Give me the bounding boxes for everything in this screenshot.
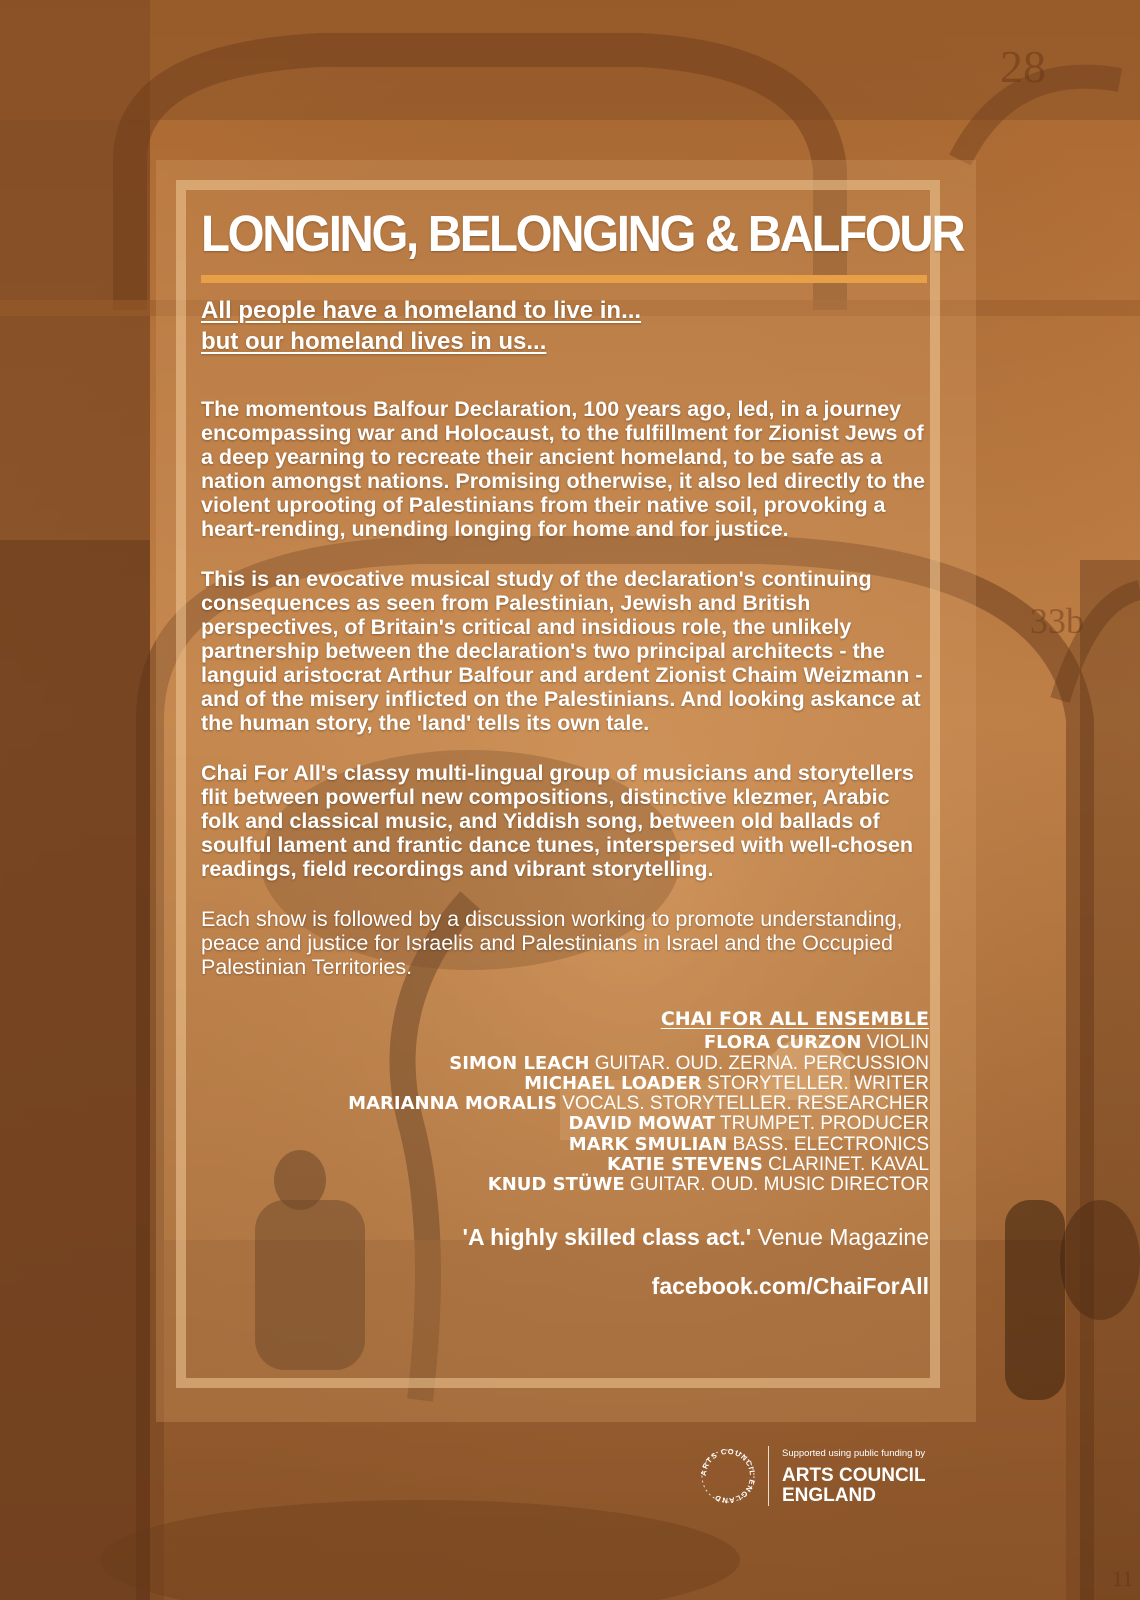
- arts-council-divider: [768, 1446, 769, 1506]
- paragraph-musical-study: This is an evocative musical study of the declaration's continuing consequences as seen from Palestinian, Jewish and British perspectives, of Britain's critical and insidious role, the unlikely partnership between the declaration's two principal architects - the languid aristocrat Arthur Balfour and ardent Zionist Chaim Weizmann - and of the misery inflicted on the Palestinians. And looking askance at the human story, the 'land' tells its own tale.: [201, 567, 923, 735]
- ensemble-list: [201, 1009, 929, 1196]
- ensemble-member: SIMON LEACH GUITAR. OUD. ZERNA. PERCUSSION: [449, 1052, 929, 1074]
- arts-council-logo: [698, 1446, 758, 1506]
- paragraph-balfour-declaration: The momentous Balfour Declaration, 100 years ago, led, in a journey encompassing war and Holocaust, to the fulfillment for Zionist Jews of a deep yearning to recreate their ancient homeland, to be safe as a nation amongst nations. Promising otherwise, it also led directly to the violent uprooting of Palestinians from their native soil, provoking a heart-rending, unending longing for home and for justice.: [201, 397, 925, 541]
- facebook-link[interactable]: facebook.com/ChaiForAll: [651, 1272, 929, 1299]
- svg-text:ARTS COUNCIL ENGLAND: ARTS COUNCIL ENGLAND: [698, 1446, 758, 1506]
- ensemble-member: KNUD STÜWE GUITAR. OUD. MUSIC DIRECTOR: [487, 1174, 929, 1196]
- ensemble-member: MARK SMULIAN BASS. ELECTRONICS: [568, 1133, 929, 1155]
- arts-council-supported-text: Supported using public funding by: [782, 1448, 926, 1459]
- photo-number-top: 28: [1000, 41, 1046, 92]
- photo-number-middle: 33b: [1030, 601, 1084, 641]
- paragraph-discussion: Each show is followed by a discussion working to promote understanding, peace and justice for Israelis and Palestinians in Israel and the Occupied Palestinian Territories.: [201, 907, 903, 979]
- ensemble-member: KATIE STEVENS CLARINET. KAVAL: [607, 1154, 929, 1176]
- photo-number-bottom: 11: [1112, 1566, 1134, 1591]
- press-quote-text: 'A highly skilled class act.': [462, 1223, 752, 1250]
- tagline: [201, 295, 929, 357]
- arts-council-logo-block: [698, 1444, 928, 1512]
- orange-rule: [201, 275, 927, 283]
- paragraph-ensemble-description: Chai For All's classy multi-lingual group of musicians and storytellers flit between powerful new compositions, distinctive klezmer, Arabic folk and classical music, and Yiddish song, between old ballads of soulful lament and frantic dance tunes, interspersed with well-chosen readings, field recordings and vibrant storytelling.: [201, 761, 914, 881]
- tagline-line-1: All people have a homeland to live in...: [201, 297, 642, 324]
- ensemble-heading: CHAI FOR ALL ENSEMBLE: [660, 1008, 929, 1030]
- press-quote-source: Venue Magazine: [757, 1223, 929, 1250]
- ensemble-member: MICHAEL LOADER STORYTELLER. WRITER: [524, 1072, 929, 1094]
- ensemble-member: FLORA CURZON VIOLIN: [703, 1032, 929, 1054]
- poster-content: [201, 200, 964, 1300]
- ensemble-member: MARIANNA MORALIS VOCALS. STORYTELLER. RESEARCHER: [348, 1093, 929, 1115]
- tagline-line-2: but our homeland lives in us...: [201, 328, 547, 355]
- ensemble-member: DAVID MOWAT TRUMPET. PRODUCER: [568, 1113, 929, 1135]
- page-title: LONGING, BELONGING & BALFOUR: [201, 205, 964, 262]
- arts-council-name: ARTS COUNCIL ENGLAND: [782, 1465, 926, 1506]
- press-quote: [201, 1224, 929, 1251]
